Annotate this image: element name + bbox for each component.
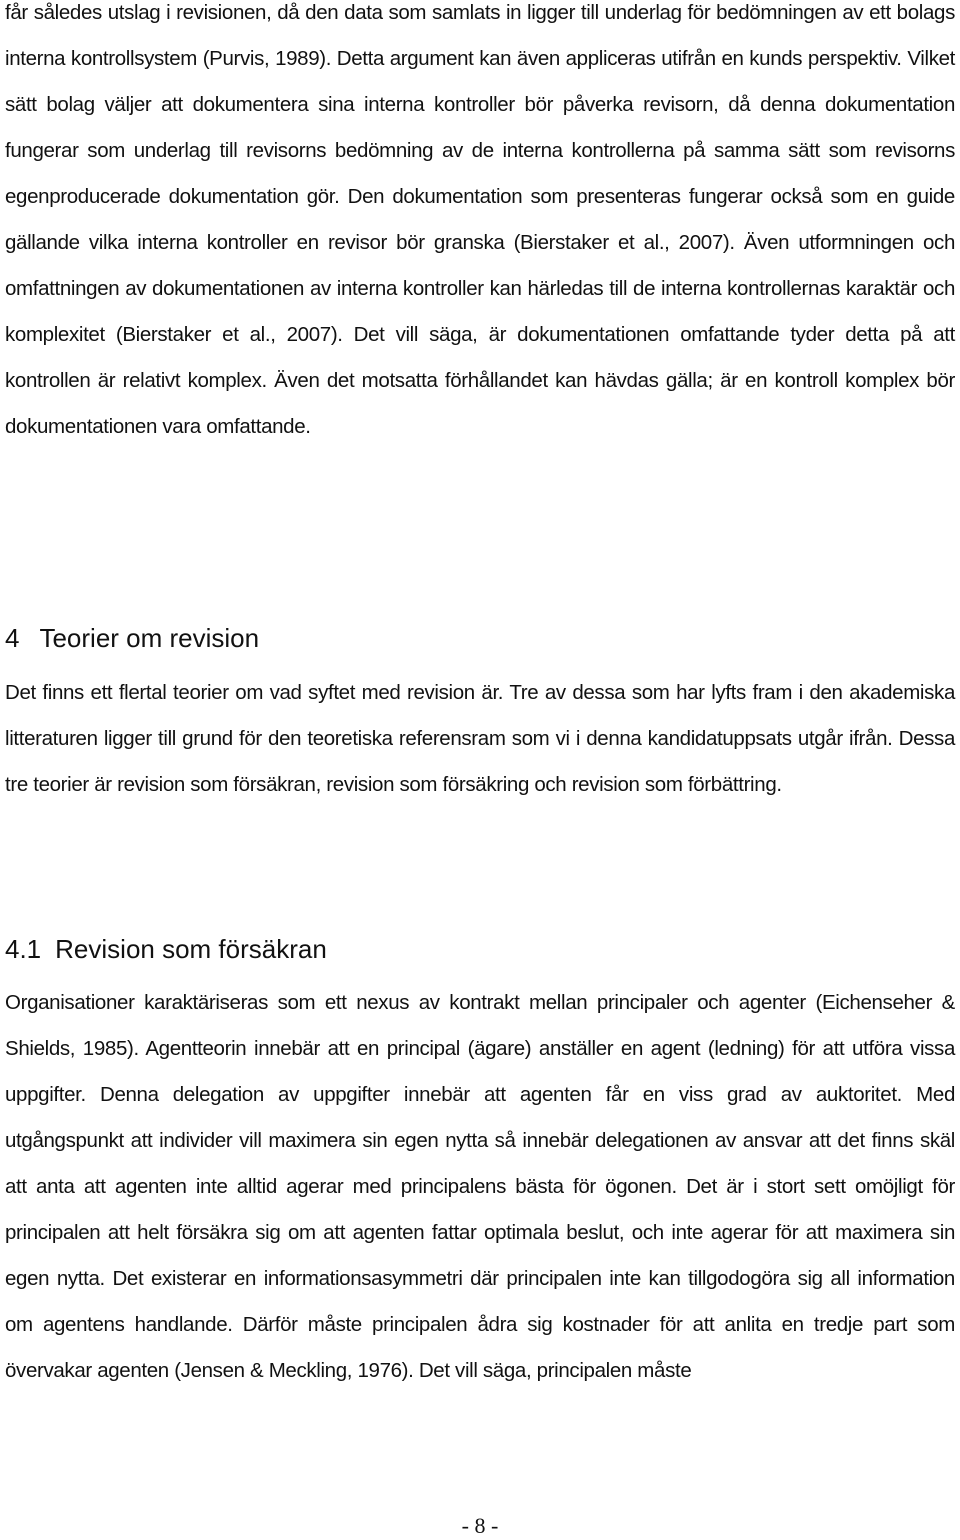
body-paragraph-section-4-1: Organisationer karaktäriseras som ett nexus av kontrakt mellan principaler och agenter (Eichenseher & Shields, 1985). Agentteorin innebär att en principal (ägare) anställer en agent (ledning) för att utföra vissa uppgifter. Denna delegation av uppgifter innebär att agenten får en viss grad av auktoritet. Med utgångspunkt att individer vill maximera sin egen nytta så innebär delegationen av ansvar att det finns skäl att anta att agenten inte alltid agerar med principalens bästa för ögonen. Det är i stort sett omöjligt för principalen att helt försäkra sig om att agenten fattar optimala beslut, och inte agerar för att maximera sin egen nytta. Det existerar en informationsasymmetri där principalen inte kan tillgodogöra sig all information om agentens handlande. Därför måste principalen ådra sig kostnader för att anlita en tredje part som övervakar agenten (Jensen & Meckling, 1976). Det vill säga, principalen måste bbox=[5, 991, 955, 1382]
subsection-number: 4.1 bbox=[5, 934, 42, 964]
section-title: Teorier om revision bbox=[39, 623, 260, 653]
section-heading-4 bbox=[5, 622, 259, 654]
body-paragraph-section-4: Det finns ett flertal teorier om vad syftet med revision är. Tre av dessa som har lyfts fram i den akademiska litteraturen ligger till grund för den teoretiska referensram som vi i denna kandidatuppsats utgår ifrån. Dessa tre teorier är revision som försäkran, revision som försäkring och revision som förbättring. bbox=[5, 681, 955, 796]
section-heading-4-1 bbox=[5, 933, 327, 965]
body-paragraph-intro: får således utslag i revisionen, då den data som samlats in ligger till underlag för bedömningen av ett bolags interna kontrollsystem (Purvis, 1989). Detta argument kan även appliceras utifrån en kunds perspektiv. Vilket sätt bolag väljer att dokumentera sina interna kontroller bör påverka revisorn, då denna dokumentation fungerar som underlag till revisorns bedömning av de interna kontrollerna på samma sätt som revisorns egenproducerade dokumentation gör. Den dokumentation som presenteras fungerar också som en guide gällande vilka interna kontroller en revisor bör granska (Bierstaker et al., 2007). Även utformningen och omfattningen av dokumentationen av interna kontroller kan härledas till de interna kontrollernas karaktär och komplexitet (Bierstaker et al., 2007). Det vill säga, är dokumentationen omfattande tyder detta på att kontrollen är relativt komplex. Även det motsatta förhållandet kan hävdas gälla; är en kontroll komplex bör dokumentationen vara omfattande. bbox=[5, 1, 955, 438]
section-number: 4 bbox=[5, 623, 20, 653]
subsection-title: Revision som försäkran bbox=[55, 934, 327, 964]
page-number: - 8 - bbox=[461, 1513, 499, 1538]
